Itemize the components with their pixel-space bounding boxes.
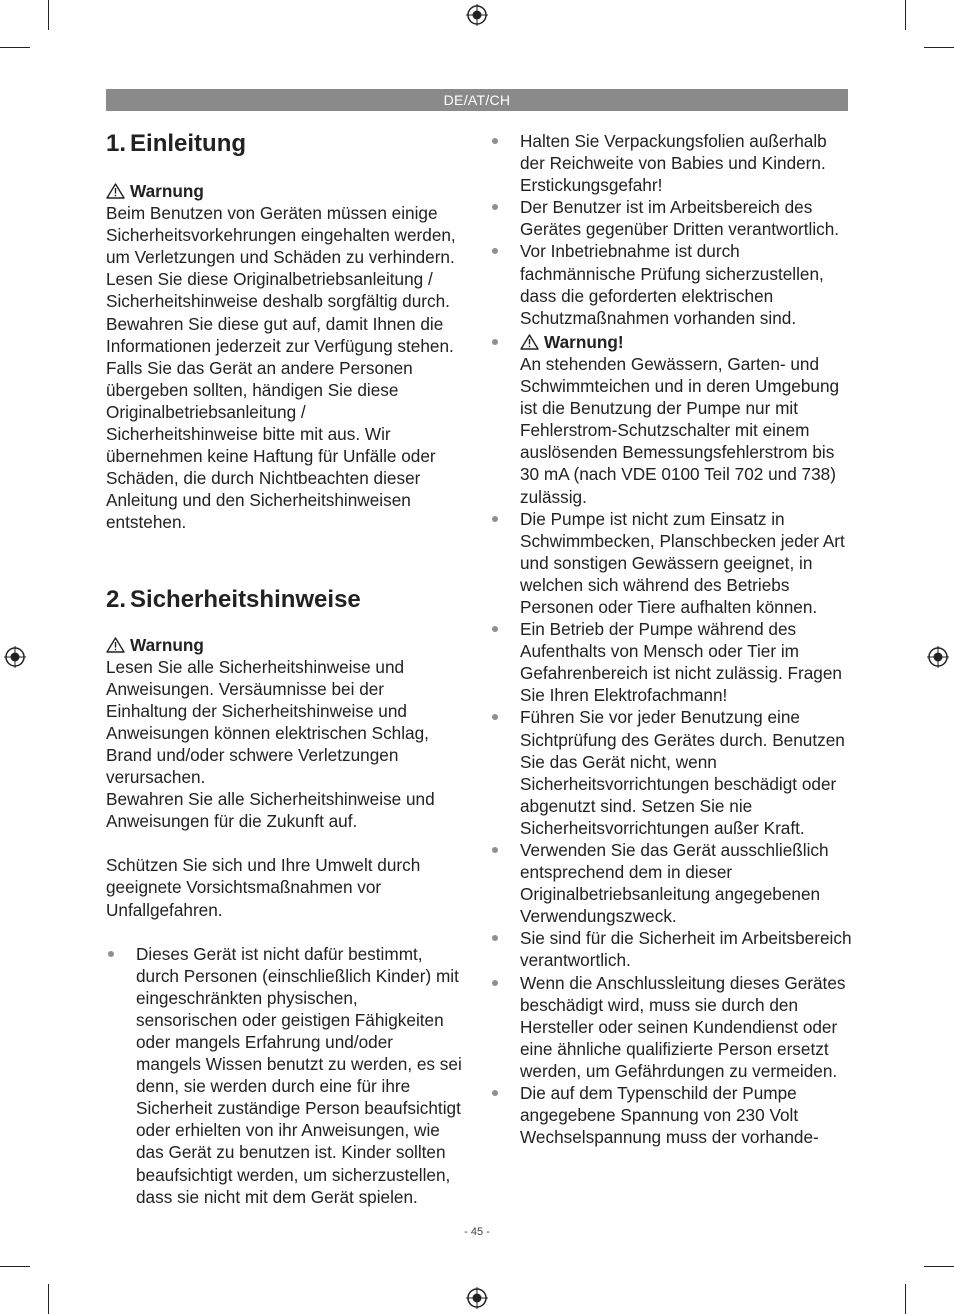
right-column [490, 130, 852, 1148]
warning-heading: Warnung [106, 180, 462, 202]
bullet-dot-icon [492, 248, 498, 254]
bullet-dot-icon [492, 138, 498, 144]
bullet-dot-icon [492, 626, 498, 632]
list-item: Die Pumpe ist nicht zum Einsatz in Schwimmbecken, Planschbecken jeder Art und sonstigen Gewässern geeignet, in welchen sich während des Betriebs Personen oder Tiere aufhalten können. [490, 508, 852, 618]
language-bar: DE/AT/CH [106, 89, 848, 111]
list-item: Dieses Gerät ist nicht dafür bestimmt, durch Personen (einschließlich Kinder) mit eingeschränkten physischen, sensorischen oder geistigen Fähigkeiten oder mangels Erfahrung und/oder mangels Wissen benutzt zu werden, es sei denn, sie werden durch eine für ihre Sicherheit zuständige Person beaufsichtigt oder erhielten von ihr Anweisungen, wie das Gerät zu benutzen ist. Kinder sollten beaufsichtigt werden, um sicherzustellen, dass sie nicht mit dem Gerät spielen. [106, 943, 462, 1208]
bullet-dot-icon [492, 1090, 498, 1096]
bullet-dot-icon [108, 951, 114, 957]
crop-mark [905, 0, 906, 30]
warning-triangle-icon [106, 637, 125, 653]
list-item: Die auf dem Typenschild der Pumpe angegebene Spannung von 230 Volt Wechselspannung muss der vorhande- [490, 1082, 852, 1148]
page-number: - 45 - [464, 1226, 490, 1238]
crop-mark [0, 1266, 30, 1267]
list-item: Ein Betrieb der Pumpe während des Aufenthalts von Mensch oder Tier im Gefahrenbereich ist nicht zulässig. Fragen Sie Ihren Elektrofachmann! [490, 618, 852, 706]
crop-mark [905, 1284, 906, 1314]
crop-mark [48, 0, 49, 30]
list-item: Vor Inbetriebnahme ist durch fachmännische Prüfung sicherzustellen, dass die geforderten elektrischen Schutzmaßnahmen vorhanden sind. [490, 240, 852, 328]
list-item: Wenn die Anschlussleitung dieses Gerätes beschädigt wird, muss sie durch den Hersteller oder seinen Kundendienst oder eine ähnliche qualifizierte Person ersetzt werden, um Gefährdungen zu vermeiden. [490, 972, 852, 1082]
section-heading-sicherheitshinweise: 2. Sicherheitshinweise [106, 585, 361, 613]
safety-paragraph: Schützen Sie sich und Ihre Umwelt durch geeignete Vorsichtsmaßnahmen vor Unfallgefahren. [106, 855, 421, 920]
safety-paragraph: Lesen Sie alle Sicherheitshinweise und Anweisungen. Versäumnisse bei der Einhaltung der Sicherheitshinweise und Anweisungen können elektrischen Schlag, Brand und/oder schwere Verletzungen verursachen. [106, 656, 429, 788]
list-item: Verwenden Sie das Gerät ausschließlich entsprechend dem in dieser Originalbetriebsanleitung angegebenen Verwendungszweck. [490, 839, 852, 927]
crop-mark [0, 47, 30, 48]
left-column [106, 128, 462, 1208]
warning-heading: Warnung! [520, 331, 852, 353]
list-item: Halten Sie Verpackungsfolien außerhalb der Reichweite von Babies und Kindern. Erstickungsgefahr! [490, 130, 852, 196]
warning-triangle-icon [520, 334, 539, 350]
list-item: Warnung! An stehenden Gewässern, Garten- und Schwimmteichen und in deren Umgebung ist die Benutzung der Pumpe nur mit Fehlerstrom-Schutzschalter mit einem auslösenden Bemessungsfehlerstrom bis 30 mA (nach VDE 0100 Teil 702 und 738) zulässig. [490, 331, 852, 508]
intro-paragraph: Beim Benutzen von Geräten müssen einige Sicherheitsvorkehrungen eingehalten werden, um Verletzungen und Schäden zu verhindern. Lesen Sie diese Originalbetriebsanleitung / Sicherheitshinweise deshalb sorgfältig durch. Bewahren Sie diese gut auf, damit Ihnen die Informationen jederzeit zur Verfügung stehen. Falls Sie das Gerät an andere Personen übergeben sollten, händigen Sie diese Originalbetriebsanleitung / Sicherheitshinweise bitte mit aus. Wir übernehmen keine Haftung für Unfälle oder Schäden, die durch Nichtbeachten dieser Anleitung und den Sicherheitshinweisen entstehen. [106, 203, 456, 533]
bullet-dot-icon [492, 847, 498, 853]
bullet-dot-icon [492, 204, 498, 210]
bullet-dot-icon [492, 980, 498, 986]
safety-list [106, 943, 462, 1208]
registration-mark-icon [466, 1287, 488, 1309]
safety-paragraph: Bewahren Sie alle Sicherheitshinweise und Anweisungen für die Zukunft auf. [106, 789, 435, 832]
bullet-dot-icon [492, 339, 498, 345]
registration-mark-icon [4, 646, 26, 668]
crop-mark [924, 47, 954, 48]
crop-mark [924, 1266, 954, 1267]
bullet-dot-icon [492, 935, 498, 941]
registration-mark-icon [466, 4, 488, 26]
bullet-dot-icon [492, 516, 498, 522]
section-heading-einleitung: 1. Einleitung [106, 130, 247, 157]
safety-list [490, 130, 852, 1148]
warning-triangle-icon [106, 183, 125, 199]
list-item: Führen Sie vor jeder Benutzung eine Sichtprüfung des Gerätes durch. Benutzen Sie das Gerät nicht, wenn Sicherheitsvorrichtungen beschädigt oder abgenutzt sind. Setzen Sie nie Sicherheitsvorrichtungen außer Kraft. [490, 706, 852, 839]
bullet-dot-icon [492, 714, 498, 720]
warning-heading: Warnung [106, 634, 462, 656]
registration-mark-icon [927, 646, 949, 668]
list-item: Sie sind für die Sicherheit im Arbeitsbereich verantwortlich. [490, 927, 852, 971]
crop-mark [48, 1284, 49, 1314]
list-item: Der Benutzer ist im Arbeitsbereich des Gerätes gegenüber Dritten verantwortlich. [490, 196, 852, 240]
